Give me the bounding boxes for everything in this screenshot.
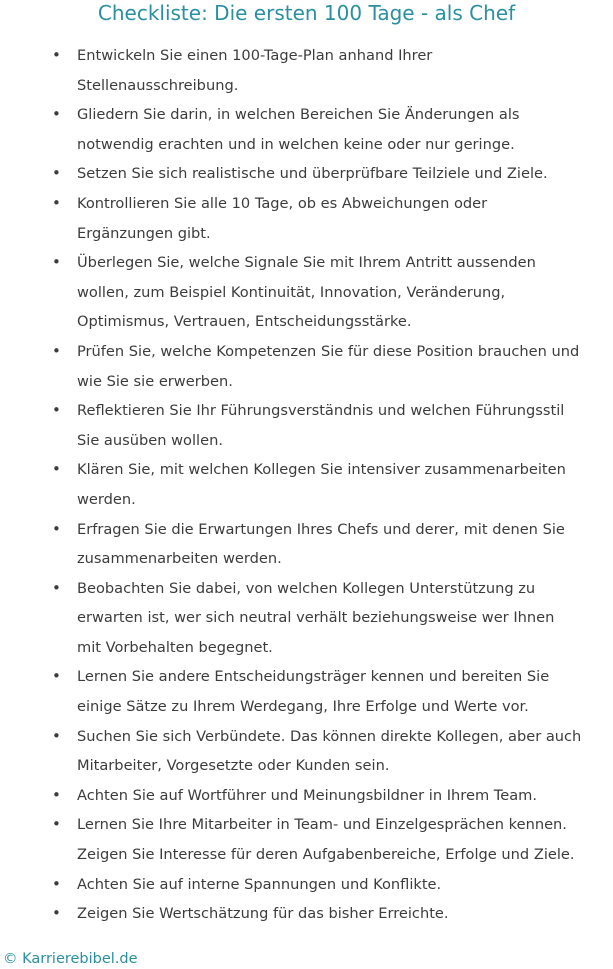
checklist-item-text: wie Sie sie erwerben. — [77, 372, 233, 390]
bullet-icon: • — [52, 46, 61, 64]
bullet-icon: • — [52, 667, 61, 686]
checklist-item — [0, 41, 613, 100]
checklist-item — [0, 248, 613, 337]
checklist-item-text: Kontrollieren Sie alle 10 Tage, ob es Abweichungen oder — [77, 194, 488, 212]
bullet-icon: • — [52, 578, 61, 597]
checklist-item — [0, 515, 613, 574]
checklist-item — [0, 899, 613, 929]
checklist-item — [0, 781, 613, 811]
bullet-icon: • — [52, 341, 61, 360]
checklist-item — [0, 396, 613, 455]
checklist-item-text: erwarten ist, wer sich neutral verhält beziehungsweise wer Ihnen — [77, 609, 555, 627]
checklist-item-text: Klären Sie, mit welchen Kollegen Sie intensiver zusammenarbeiten — [77, 461, 566, 479]
bullet-icon: • — [52, 904, 61, 923]
checklist-item-text: einige Sätze zu Ihrem Werdegang, Ihre Erfolge und Werte vor. — [77, 698, 529, 716]
checklist-item-text: Achten Sie auf Wortführer und Meinungsbildner in Ihrem Team. — [77, 786, 538, 804]
checklist-item-text: Überlegen Sie, welche Signale Sie mit Ihrem Antritt aussenden — [77, 254, 536, 272]
checklist-item — [0, 189, 613, 248]
checklist-item — [0, 810, 613, 869]
checklist-item — [0, 455, 613, 514]
checklist-item — [0, 100, 613, 159]
checklist-item — [0, 337, 613, 396]
checklist-item — [0, 574, 613, 663]
bullet-icon: • — [52, 401, 61, 420]
bullet-icon: • — [52, 726, 61, 745]
checklist-item-text: Erfragen Sie die Erwartungen Ihres Chefs und derer, mit denen Sie — [77, 520, 565, 538]
checklist-item-text: Entwickeln Sie einen 100-Tage-Plan anhand Ihrer — [77, 47, 433, 64]
checklist-item-text: Sie ausüben wollen. — [77, 431, 223, 449]
bullet-icon: • — [52, 253, 61, 272]
bullet-icon: • — [52, 874, 61, 893]
checklist-item-text: zusammenarbeiten werden. — [77, 550, 282, 568]
checklist-item-text: wollen, zum Beispiel Kontinuität, Innovation, Veränderung, — [77, 283, 506, 301]
checklist-item-text: Mitarbeiter, Vorgesetzte oder Kunden sein. — [77, 757, 390, 775]
bullet-icon: • — [52, 105, 61, 124]
checklist-item-text: Ergänzungen gibt. — [77, 224, 211, 242]
checklist-item-text: Lernen Sie Ihre Mitarbeiter in Team- und Einzelgesprächen kennen. — [77, 816, 567, 834]
checklist-item-text: Lernen Sie andere Entscheidungsträger kennen und bereiten Sie — [77, 668, 550, 686]
checklist-item-text: Suchen Sie sich Verbündete. Das können direkte Kollegen, aber auch — [77, 727, 582, 745]
checklist-item-text: mit Vorbehalten begegnet. — [77, 638, 273, 656]
checklist-item-text: Setzen Sie sich realistische und überprüfbare Teilziele und Ziele. — [77, 165, 548, 183]
bullet-icon: • — [52, 193, 61, 212]
checklist — [0, 41, 613, 929]
checklist-item-text: Stellenausschreibung. — [77, 76, 239, 94]
bullet-icon: • — [52, 785, 61, 804]
bullet-icon: • — [52, 519, 61, 538]
checklist-item — [0, 870, 613, 900]
checklist-item-text: notwendig erachten und in welchen keine oder nur geringe. — [77, 135, 515, 153]
checklist-item — [0, 722, 613, 781]
checklist-item — [0, 159, 613, 189]
checklist-item-text: Prüfen Sie, welche Kompetenzen Sie für diese Position brauchen und — [77, 342, 580, 360]
checklist-item-text: Optimismus, Vertrauen, Entscheidungsstärke. — [77, 313, 412, 331]
bullet-icon: • — [52, 164, 61, 183]
bullet-icon: • — [52, 460, 61, 479]
checklist-item-text: Reflektieren Sie Ihr Führungsverständnis und welchen Führungsstil — [77, 402, 565, 420]
checklist-item-text: Gliedern Sie darin, in welchen Bereichen Sie Änderungen als — [77, 106, 520, 124]
page-title: Checkliste: Die ersten 100 Tage - als Chef — [97, 1, 516, 25]
copyright-footer: © Karrierebibel.de — [3, 951, 138, 967]
checklist-item-text: Zeigen Sie Interesse für deren Aufgabenbereiche, Erfolge und Ziele. — [77, 846, 575, 864]
checklist-item-text: Achten Sie auf interne Spannungen und Konflikte. — [77, 875, 442, 893]
checklist-item-text: werden. — [77, 490, 136, 508]
bullet-icon: • — [52, 815, 61, 834]
checklist-item-text: Beobachten Sie dabei, von welchen Kollegen Unterstützung zu — [77, 579, 536, 597]
checklist-item-text: Zeigen Sie Wertschätzung für das bisher Erreichte. — [77, 905, 449, 923]
checklist-item — [0, 662, 613, 721]
